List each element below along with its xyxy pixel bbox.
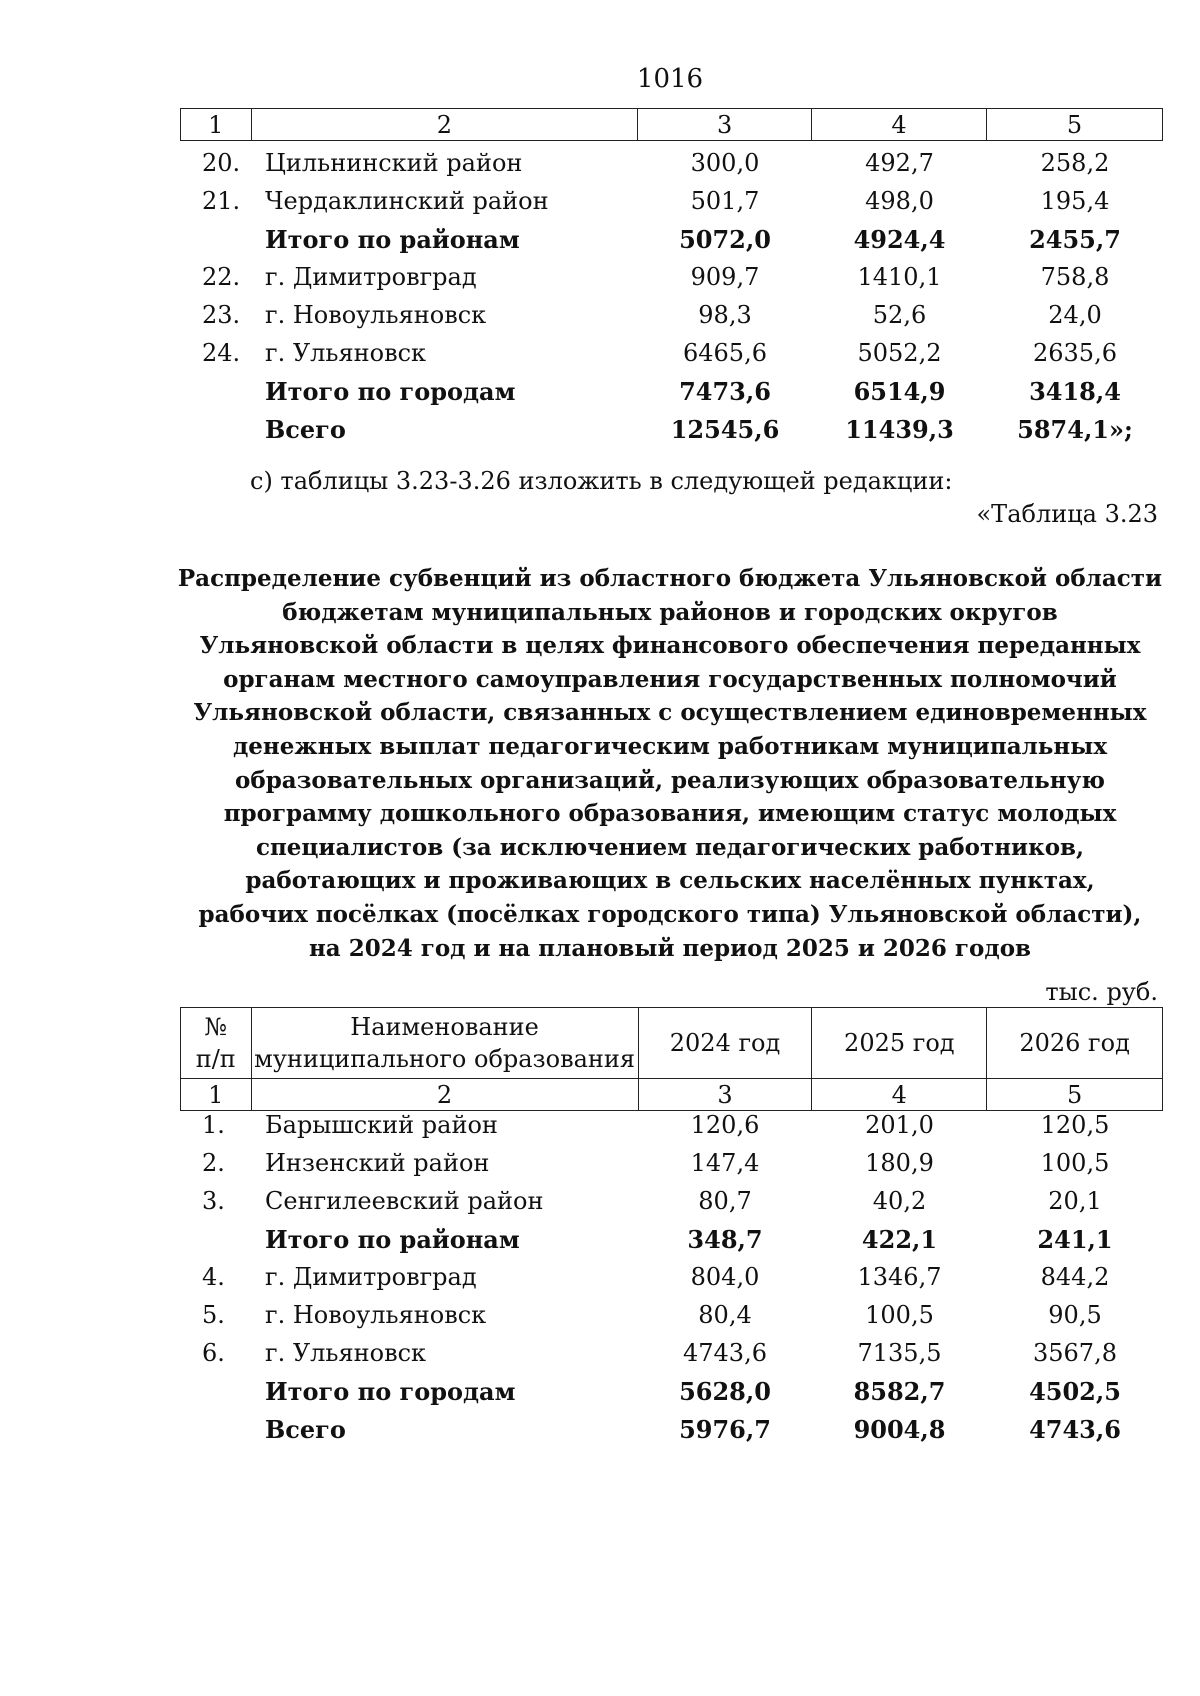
title-line: денежных выплат педагогическим работникам муниципальных	[232, 732, 1108, 760]
table-row	[180, 1335, 1163, 1373]
row-name: Инзенский район	[265, 1149, 490, 1177]
page-number: 1016	[636, 64, 704, 94]
title-line: Распределение субвенций из областного бюджета Ульяновской области	[177, 565, 1163, 592]
row-value-2025: 100,5	[865, 1301, 934, 1329]
row-value-col3: 909,7	[690, 263, 760, 291]
row-name: Цильнинский район	[265, 149, 523, 177]
row-number: 21.	[202, 187, 241, 215]
row-value-col3: 6465,6	[683, 339, 767, 367]
col-index-3: 3	[638, 1079, 812, 1111]
row-name: Всего	[265, 415, 346, 444]
row-name: г. Димитровград	[265, 1263, 477, 1291]
col-index-1: 1	[181, 109, 252, 141]
row-value-col4: 11439,3	[845, 415, 954, 444]
row-value-col5: 258,2	[1040, 149, 1110, 177]
row-value-2024: 4743,6	[683, 1339, 767, 1367]
col-index-2: 2	[251, 1079, 638, 1111]
table-row	[180, 1145, 1163, 1183]
amendment-paragraph: с) таблицы 3.23-3.26 изложить в следующей редакции:	[250, 467, 953, 495]
row-value-col3: 501,7	[690, 187, 760, 215]
row-value-2025: 201,0	[865, 1111, 934, 1139]
row-value-2025: 8582,7	[853, 1377, 946, 1406]
row-name: г. Ульяновск	[265, 1339, 427, 1367]
row-value-2024: 80,7	[698, 1187, 752, 1215]
row-name: Итого по районам	[265, 225, 520, 254]
subtotal-row	[180, 1373, 1163, 1411]
table-row	[180, 297, 1163, 335]
col-index-5: 5	[987, 109, 1163, 141]
header-number: № п/п	[181, 1008, 252, 1079]
row-value-col3: 5072,0	[679, 225, 771, 254]
row-value-2024: 348,7	[687, 1225, 763, 1254]
row-value-col4: 6514,9	[853, 377, 946, 406]
table-row	[180, 335, 1163, 373]
row-value-2025: 9004,8	[853, 1415, 946, 1444]
row-value-col5: 3418,4	[1029, 377, 1121, 406]
header-name: Наименование муниципального образования	[251, 1008, 638, 1079]
row-value-col4: 492,7	[865, 149, 934, 177]
row-value-2025: 1346,7	[857, 1263, 942, 1291]
col-index-4: 4	[812, 1079, 987, 1111]
row-number: 22.	[202, 263, 241, 291]
row-value-col4: 1410,1	[857, 263, 942, 291]
unit-label: тыс. руб.	[1045, 978, 1158, 1006]
row-name: Всего	[265, 1415, 346, 1444]
row-name: Итого по городам	[265, 377, 516, 406]
row-value-2024: 5628,0	[679, 1377, 771, 1406]
col-index-3: 3	[638, 109, 812, 141]
row-value-col4: 4924,4	[853, 225, 946, 254]
row-value-2026: 100,5	[1040, 1149, 1110, 1177]
prev-table-body	[180, 145, 1163, 449]
table-row	[180, 1297, 1163, 1335]
row-value-2025: 180,9	[865, 1149, 934, 1177]
row-name: г. Новоульяновск	[265, 1301, 487, 1329]
title-line: органам местного самоуправления государственных полномочий	[223, 665, 1117, 693]
new-table-body	[180, 1107, 1163, 1449]
header-2025: 2025 год	[812, 1008, 987, 1079]
row-value-col4: 52,6	[872, 301, 927, 329]
row-value-2024: 80,4	[698, 1301, 752, 1329]
header-2026: 2026 год	[987, 1008, 1163, 1079]
row-value-col4: 498,0	[865, 187, 934, 215]
row-number: 6.	[202, 1339, 225, 1367]
row-value-col5: 195,4	[1040, 187, 1110, 215]
row-value-2024: 5976,7	[679, 1415, 771, 1444]
row-value-2025: 7135,5	[857, 1339, 942, 1367]
row-value-col5: 758,8	[1040, 263, 1110, 291]
col-index-5: 5	[987, 1079, 1163, 1111]
title-line: Ульяновской области, связанных с осуществлением единовременных	[193, 699, 1147, 727]
row-value-2026: 4502,5	[1029, 1377, 1121, 1406]
row-value-col4: 5052,2	[857, 339, 942, 367]
table-row	[180, 1107, 1163, 1145]
row-value-2025: 40,2	[872, 1187, 927, 1215]
subtotal-row	[180, 373, 1163, 411]
row-value-2024: 804,0	[690, 1263, 760, 1291]
row-value-col5: 24,0	[1048, 301, 1102, 329]
row-value-col5: 5874,1»;	[1017, 415, 1133, 444]
row-number: 4.	[202, 1263, 225, 1291]
table-row	[180, 1259, 1163, 1297]
table-row	[180, 1183, 1163, 1221]
table-row	[180, 259, 1163, 297]
row-value-2026: 3567,8	[1033, 1339, 1117, 1367]
row-value-2024: 147,4	[690, 1149, 760, 1177]
row-name: Сенгилеевский район	[265, 1187, 544, 1215]
row-value-col5: 2635,6	[1033, 339, 1117, 367]
row-number: 3.	[202, 1187, 225, 1215]
row-name: Итого по районам	[265, 1225, 520, 1254]
row-value-2026: 20,1	[1048, 1187, 1102, 1215]
header-2024: 2024 год	[638, 1008, 812, 1079]
row-number: 5.	[202, 1301, 225, 1329]
row-number: 23.	[202, 301, 241, 329]
col-index-4: 4	[812, 109, 987, 141]
prev-table-column-index	[180, 108, 1163, 141]
row-name: г. Ульяновск	[265, 339, 427, 367]
row-number: 20.	[202, 149, 241, 177]
row-value-2026: 120,5	[1040, 1111, 1110, 1139]
title-line: образовательных организаций, реализующих образовательную	[235, 766, 1105, 794]
table-reference: «Таблица 3.23	[976, 500, 1158, 528]
row-value-2026: 4743,6	[1029, 1415, 1121, 1444]
row-value-2025: 422,1	[861, 1225, 938, 1254]
row-value-col5: 2455,7	[1029, 225, 1121, 254]
row-name: г. Новоульяновск	[265, 301, 487, 329]
subtotal-row	[180, 1221, 1163, 1259]
row-number: 2.	[202, 1149, 225, 1177]
title-line: бюджетам муниципальных районов и городских округов	[282, 598, 1058, 626]
table-row	[180, 145, 1163, 183]
row-value-2026: 241,1	[1037, 1225, 1113, 1254]
title-line: работающих и проживающих в сельских населённых пунктах,	[245, 867, 1095, 895]
row-value-col3: 300,0	[690, 149, 760, 177]
row-value-col3: 7473,6	[679, 377, 771, 406]
row-number: 24.	[202, 339, 241, 367]
row-name: Итого по городам	[265, 1377, 516, 1406]
row-name: г. Димитровград	[265, 263, 477, 291]
total-row	[180, 411, 1163, 449]
title-line: на 2024 год и на плановый период 2025 и 2026 годов	[308, 934, 1032, 962]
col-index-2: 2	[251, 109, 638, 141]
row-value-2026: 844,2	[1040, 1263, 1110, 1291]
row-value-col3: 98,3	[698, 301, 752, 329]
row-value-2024: 120,6	[690, 1111, 760, 1139]
row-value-col3: 12545,6	[670, 415, 780, 444]
row-name: Чердаклинский район	[265, 187, 549, 215]
table-row	[180, 183, 1163, 221]
row-number: 1.	[202, 1111, 225, 1139]
subtotal-row	[180, 221, 1163, 259]
table-title	[140, 562, 1200, 965]
title-line: рабочих посёлках (посёлках городского типа) Ульяновской области),	[198, 900, 1142, 928]
title-line: специалистов (за исключением педагогических работников,	[255, 833, 1085, 861]
new-table-header	[180, 1007, 1163, 1111]
title-line: Ульяновской области в целях финансового обеспечения переданных	[199, 632, 1141, 660]
row-value-2026: 90,5	[1048, 1301, 1102, 1329]
total-row	[180, 1411, 1163, 1449]
title-line: программу дошкольного образования, имеющим статус молодых	[223, 800, 1117, 828]
row-name: Барышский район	[265, 1111, 498, 1139]
col-index-1: 1	[181, 1079, 252, 1111]
